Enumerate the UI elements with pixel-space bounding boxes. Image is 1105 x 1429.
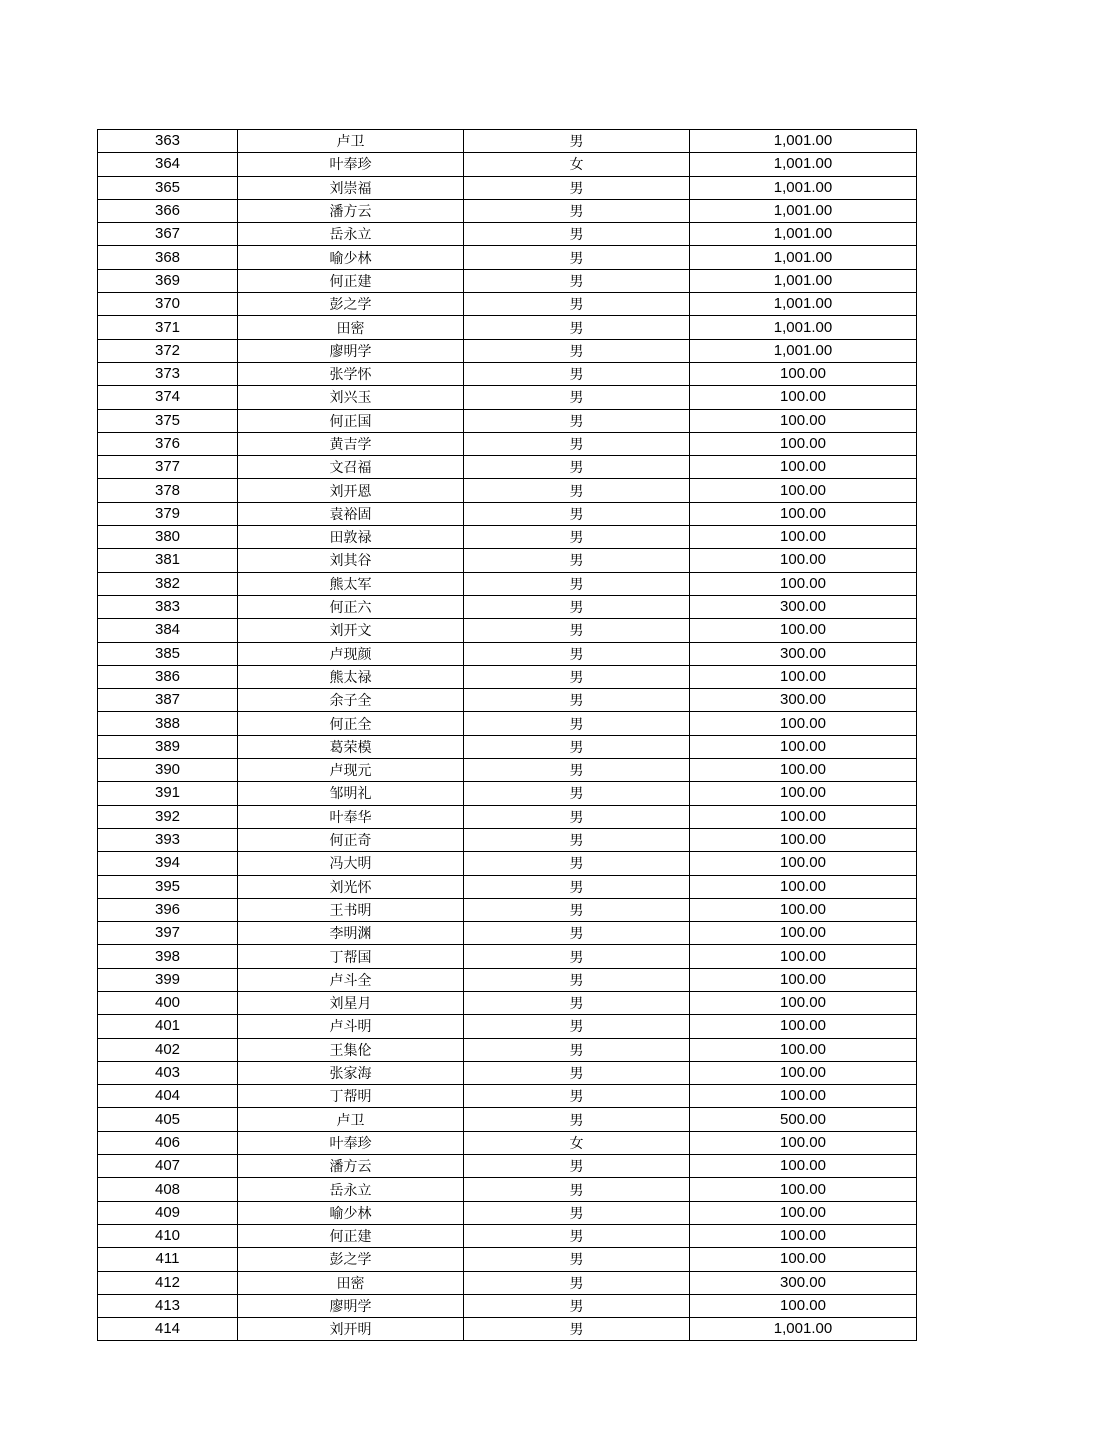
table-row bbox=[98, 898, 917, 921]
gender-cell: 男 bbox=[464, 526, 690, 549]
gender-cell: 男 bbox=[464, 456, 690, 479]
row-number-cell: 378 bbox=[98, 479, 238, 502]
gender-cell: 男 bbox=[464, 735, 690, 758]
name-cell: 田密 bbox=[238, 316, 464, 339]
row-number-cell: 391 bbox=[98, 782, 238, 805]
gender-cell: 男 bbox=[464, 502, 690, 525]
name-cell: 刘兴玉 bbox=[238, 386, 464, 409]
name-cell: 何正全 bbox=[238, 712, 464, 735]
gender-cell: 男 bbox=[464, 712, 690, 735]
row-number-cell: 372 bbox=[98, 339, 238, 362]
amount-cell: 100.00 bbox=[690, 432, 917, 455]
name-cell: 李明渊 bbox=[238, 922, 464, 945]
name-cell: 彭之学 bbox=[238, 1248, 464, 1271]
amount-cell: 100.00 bbox=[690, 1178, 917, 1201]
table-row bbox=[98, 1248, 917, 1271]
row-number-cell: 400 bbox=[98, 991, 238, 1014]
table-row bbox=[98, 712, 917, 735]
amount-cell: 100.00 bbox=[690, 712, 917, 735]
table-row bbox=[98, 1155, 917, 1178]
amount-cell: 100.00 bbox=[690, 1155, 917, 1178]
amount-cell: 100.00 bbox=[690, 526, 917, 549]
amount-cell: 100.00 bbox=[690, 991, 917, 1014]
gender-cell: 男 bbox=[464, 1061, 690, 1084]
amount-cell: 100.00 bbox=[690, 898, 917, 921]
table-row bbox=[98, 1085, 917, 1108]
row-number-cell: 393 bbox=[98, 828, 238, 851]
table-row bbox=[98, 409, 917, 432]
table-row bbox=[98, 246, 917, 269]
gender-cell: 男 bbox=[464, 409, 690, 432]
gender-cell: 女 bbox=[464, 153, 690, 176]
amount-cell: 100.00 bbox=[690, 1061, 917, 1084]
name-cell: 卢卫 bbox=[238, 130, 464, 153]
gender-cell: 男 bbox=[464, 1038, 690, 1061]
table-row bbox=[98, 549, 917, 572]
name-cell: 岳永立 bbox=[238, 1178, 464, 1201]
name-cell: 叶奉珍 bbox=[238, 1131, 464, 1154]
row-number-cell: 370 bbox=[98, 293, 238, 316]
table-row bbox=[98, 456, 917, 479]
row-number-cell: 396 bbox=[98, 898, 238, 921]
table-row bbox=[98, 1271, 917, 1294]
row-number-cell: 412 bbox=[98, 1271, 238, 1294]
row-number-cell: 397 bbox=[98, 922, 238, 945]
amount-cell: 1,001.00 bbox=[690, 223, 917, 246]
amount-cell: 1,001.00 bbox=[690, 269, 917, 292]
table-row bbox=[98, 223, 917, 246]
name-cell: 田敦禄 bbox=[238, 526, 464, 549]
table-row bbox=[98, 1038, 917, 1061]
gender-cell: 男 bbox=[464, 479, 690, 502]
table-row bbox=[98, 735, 917, 758]
amount-cell: 1,001.00 bbox=[690, 176, 917, 199]
amount-cell: 100.00 bbox=[690, 619, 917, 642]
amount-cell: 100.00 bbox=[690, 549, 917, 572]
gender-cell: 男 bbox=[464, 991, 690, 1014]
gender-cell: 男 bbox=[464, 572, 690, 595]
row-number-cell: 401 bbox=[98, 1015, 238, 1038]
name-cell: 袁裕固 bbox=[238, 502, 464, 525]
amount-cell: 100.00 bbox=[690, 782, 917, 805]
row-number-cell: 414 bbox=[98, 1318, 238, 1341]
table-row bbox=[98, 1061, 917, 1084]
row-number-cell: 374 bbox=[98, 386, 238, 409]
row-number-cell: 382 bbox=[98, 572, 238, 595]
gender-cell: 男 bbox=[464, 595, 690, 618]
name-cell: 岳永立 bbox=[238, 223, 464, 246]
gender-cell: 男 bbox=[464, 1155, 690, 1178]
amount-cell: 100.00 bbox=[690, 1131, 917, 1154]
gender-cell: 男 bbox=[464, 1318, 690, 1341]
name-cell: 黄吉学 bbox=[238, 432, 464, 455]
gender-cell: 男 bbox=[464, 1294, 690, 1317]
amount-cell: 1,001.00 bbox=[690, 130, 917, 153]
name-cell: 邹明礼 bbox=[238, 782, 464, 805]
name-cell: 廖明学 bbox=[238, 1294, 464, 1317]
name-cell: 何正建 bbox=[238, 269, 464, 292]
table-row bbox=[98, 852, 917, 875]
name-cell: 田密 bbox=[238, 1271, 464, 1294]
table-row bbox=[98, 1224, 917, 1247]
name-cell: 何正国 bbox=[238, 409, 464, 432]
gender-cell: 男 bbox=[464, 549, 690, 572]
row-number-cell: 383 bbox=[98, 595, 238, 618]
name-cell: 何正奇 bbox=[238, 828, 464, 851]
name-cell: 叶奉华 bbox=[238, 805, 464, 828]
amount-cell: 100.00 bbox=[690, 852, 917, 875]
name-cell: 王集伦 bbox=[238, 1038, 464, 1061]
row-number-cell: 389 bbox=[98, 735, 238, 758]
amount-cell: 300.00 bbox=[690, 689, 917, 712]
gender-cell: 男 bbox=[464, 759, 690, 782]
gender-cell: 男 bbox=[464, 362, 690, 385]
amount-cell: 100.00 bbox=[690, 665, 917, 688]
gender-cell: 男 bbox=[464, 176, 690, 199]
table-row bbox=[98, 619, 917, 642]
name-cell: 熊太禄 bbox=[238, 665, 464, 688]
name-cell: 卢斗全 bbox=[238, 968, 464, 991]
table-row bbox=[98, 479, 917, 502]
name-cell: 刘光怀 bbox=[238, 875, 464, 898]
amount-cell: 100.00 bbox=[690, 735, 917, 758]
amount-cell: 300.00 bbox=[690, 1271, 917, 1294]
gender-cell: 男 bbox=[464, 386, 690, 409]
row-number-cell: 404 bbox=[98, 1085, 238, 1108]
row-number-cell: 371 bbox=[98, 316, 238, 339]
table-row bbox=[98, 130, 917, 153]
gender-cell: 男 bbox=[464, 199, 690, 222]
name-cell: 卢斗明 bbox=[238, 1015, 464, 1038]
amount-cell: 100.00 bbox=[690, 1248, 917, 1271]
amount-cell: 100.00 bbox=[690, 759, 917, 782]
gender-cell: 男 bbox=[464, 1108, 690, 1131]
row-number-cell: 406 bbox=[98, 1131, 238, 1154]
gender-cell: 男 bbox=[464, 293, 690, 316]
name-cell: 喻少林 bbox=[238, 246, 464, 269]
row-number-cell: 368 bbox=[98, 246, 238, 269]
gender-cell: 男 bbox=[464, 130, 690, 153]
gender-cell: 男 bbox=[464, 968, 690, 991]
table-row bbox=[98, 1178, 917, 1201]
table-row bbox=[98, 642, 917, 665]
name-cell: 何正六 bbox=[238, 595, 464, 618]
name-cell: 卢卫 bbox=[238, 1108, 464, 1131]
row-number-cell: 377 bbox=[98, 456, 238, 479]
name-cell: 刘开恩 bbox=[238, 479, 464, 502]
gender-cell: 男 bbox=[464, 665, 690, 688]
amount-cell: 500.00 bbox=[690, 1108, 917, 1131]
table-row bbox=[98, 526, 917, 549]
table-row bbox=[98, 386, 917, 409]
name-cell: 丁帮国 bbox=[238, 945, 464, 968]
name-cell: 叶奉珍 bbox=[238, 153, 464, 176]
gender-cell: 男 bbox=[464, 875, 690, 898]
gender-cell: 男 bbox=[464, 828, 690, 851]
name-cell: 刘崇福 bbox=[238, 176, 464, 199]
table-row bbox=[98, 1318, 917, 1341]
name-cell: 潘方云 bbox=[238, 199, 464, 222]
table-row bbox=[98, 199, 917, 222]
row-number-cell: 407 bbox=[98, 1155, 238, 1178]
amount-cell: 100.00 bbox=[690, 456, 917, 479]
table-row bbox=[98, 991, 917, 1014]
table-row bbox=[98, 293, 917, 316]
gender-cell: 男 bbox=[464, 1085, 690, 1108]
row-number-cell: 367 bbox=[98, 223, 238, 246]
row-number-cell: 366 bbox=[98, 199, 238, 222]
gender-cell: 男 bbox=[464, 898, 690, 921]
row-number-cell: 364 bbox=[98, 153, 238, 176]
amount-cell: 300.00 bbox=[690, 595, 917, 618]
gender-cell: 男 bbox=[464, 619, 690, 642]
name-cell: 卢现元 bbox=[238, 759, 464, 782]
amount-cell: 100.00 bbox=[690, 875, 917, 898]
row-number-cell: 363 bbox=[98, 130, 238, 153]
table-row bbox=[98, 1201, 917, 1224]
name-cell: 王书明 bbox=[238, 898, 464, 921]
row-number-cell: 402 bbox=[98, 1038, 238, 1061]
gender-cell: 男 bbox=[464, 782, 690, 805]
table-row bbox=[98, 176, 917, 199]
data-table bbox=[97, 129, 917, 1341]
row-number-cell: 386 bbox=[98, 665, 238, 688]
name-cell: 何正建 bbox=[238, 1224, 464, 1247]
table-row bbox=[98, 968, 917, 991]
row-number-cell: 411 bbox=[98, 1248, 238, 1271]
gender-cell: 男 bbox=[464, 1201, 690, 1224]
amount-cell: 100.00 bbox=[690, 479, 917, 502]
name-cell: 丁帮明 bbox=[238, 1085, 464, 1108]
amount-cell: 100.00 bbox=[690, 1085, 917, 1108]
name-cell: 彭之学 bbox=[238, 293, 464, 316]
table-row bbox=[98, 689, 917, 712]
amount-cell: 1,001.00 bbox=[690, 1318, 917, 1341]
row-number-cell: 409 bbox=[98, 1201, 238, 1224]
table-body bbox=[98, 130, 917, 1341]
row-number-cell: 392 bbox=[98, 805, 238, 828]
row-number-cell: 373 bbox=[98, 362, 238, 385]
table-row bbox=[98, 339, 917, 362]
table-row bbox=[98, 1108, 917, 1131]
table-row bbox=[98, 1131, 917, 1154]
row-number-cell: 399 bbox=[98, 968, 238, 991]
row-number-cell: 408 bbox=[98, 1178, 238, 1201]
name-cell: 刘其谷 bbox=[238, 549, 464, 572]
table-row bbox=[98, 595, 917, 618]
row-number-cell: 380 bbox=[98, 526, 238, 549]
gender-cell: 男 bbox=[464, 339, 690, 362]
amount-cell: 100.00 bbox=[690, 362, 917, 385]
gender-cell: 男 bbox=[464, 1271, 690, 1294]
amount-cell: 100.00 bbox=[690, 828, 917, 851]
name-cell: 刘星月 bbox=[238, 991, 464, 1014]
table-row bbox=[98, 362, 917, 385]
row-number-cell: 403 bbox=[98, 1061, 238, 1084]
table-row bbox=[98, 759, 917, 782]
table-row bbox=[98, 316, 917, 339]
row-number-cell: 394 bbox=[98, 852, 238, 875]
gender-cell: 男 bbox=[464, 223, 690, 246]
row-number-cell: 413 bbox=[98, 1294, 238, 1317]
gender-cell: 男 bbox=[464, 1015, 690, 1038]
row-number-cell: 387 bbox=[98, 689, 238, 712]
row-number-cell: 398 bbox=[98, 945, 238, 968]
name-cell: 刘开文 bbox=[238, 619, 464, 642]
amount-cell: 1,001.00 bbox=[690, 246, 917, 269]
gender-cell: 男 bbox=[464, 922, 690, 945]
amount-cell: 100.00 bbox=[690, 409, 917, 432]
gender-cell: 男 bbox=[464, 269, 690, 292]
table-row bbox=[98, 269, 917, 292]
table-row bbox=[98, 153, 917, 176]
name-cell: 余子全 bbox=[238, 689, 464, 712]
name-cell: 张学怀 bbox=[238, 362, 464, 385]
gender-cell: 男 bbox=[464, 432, 690, 455]
table-row bbox=[98, 665, 917, 688]
name-cell: 葛荣模 bbox=[238, 735, 464, 758]
amount-cell: 1,001.00 bbox=[690, 153, 917, 176]
name-cell: 廖明学 bbox=[238, 339, 464, 362]
amount-cell: 100.00 bbox=[690, 502, 917, 525]
name-cell: 喻少林 bbox=[238, 1201, 464, 1224]
amount-cell: 100.00 bbox=[690, 968, 917, 991]
gender-cell: 男 bbox=[464, 246, 690, 269]
gender-cell: 男 bbox=[464, 1224, 690, 1247]
name-cell: 熊太军 bbox=[238, 572, 464, 595]
row-number-cell: 384 bbox=[98, 619, 238, 642]
row-number-cell: 375 bbox=[98, 409, 238, 432]
table-row bbox=[98, 1294, 917, 1317]
row-number-cell: 379 bbox=[98, 502, 238, 525]
gender-cell: 男 bbox=[464, 689, 690, 712]
row-number-cell: 405 bbox=[98, 1108, 238, 1131]
amount-cell: 100.00 bbox=[690, 805, 917, 828]
amount-cell: 100.00 bbox=[690, 386, 917, 409]
amount-cell: 100.00 bbox=[690, 945, 917, 968]
amount-cell: 100.00 bbox=[690, 1201, 917, 1224]
row-number-cell: 395 bbox=[98, 875, 238, 898]
amount-cell: 100.00 bbox=[690, 1224, 917, 1247]
gender-cell: 男 bbox=[464, 316, 690, 339]
gender-cell: 男 bbox=[464, 805, 690, 828]
name-cell: 冯大明 bbox=[238, 852, 464, 875]
amount-cell: 100.00 bbox=[690, 1294, 917, 1317]
amount-cell: 100.00 bbox=[690, 1015, 917, 1038]
amount-cell: 300.00 bbox=[690, 642, 917, 665]
amount-cell: 100.00 bbox=[690, 1038, 917, 1061]
row-number-cell: 365 bbox=[98, 176, 238, 199]
gender-cell: 男 bbox=[464, 642, 690, 665]
gender-cell: 女 bbox=[464, 1131, 690, 1154]
row-number-cell: 390 bbox=[98, 759, 238, 782]
amount-cell: 1,001.00 bbox=[690, 339, 917, 362]
table-row bbox=[98, 875, 917, 898]
table-row bbox=[98, 432, 917, 455]
name-cell: 刘开明 bbox=[238, 1318, 464, 1341]
table-row bbox=[98, 922, 917, 945]
table-row bbox=[98, 805, 917, 828]
row-number-cell: 369 bbox=[98, 269, 238, 292]
amount-cell: 1,001.00 bbox=[690, 293, 917, 316]
amount-cell: 100.00 bbox=[690, 922, 917, 945]
table-row bbox=[98, 502, 917, 525]
table-row bbox=[98, 572, 917, 595]
name-cell: 张家海 bbox=[238, 1061, 464, 1084]
table-row bbox=[98, 1015, 917, 1038]
gender-cell: 男 bbox=[464, 852, 690, 875]
name-cell: 卢现颜 bbox=[238, 642, 464, 665]
row-number-cell: 376 bbox=[98, 432, 238, 455]
table-row bbox=[98, 945, 917, 968]
gender-cell: 男 bbox=[464, 945, 690, 968]
row-number-cell: 410 bbox=[98, 1224, 238, 1247]
row-number-cell: 381 bbox=[98, 549, 238, 572]
table-row bbox=[98, 828, 917, 851]
amount-cell: 100.00 bbox=[690, 572, 917, 595]
table-row bbox=[98, 782, 917, 805]
name-cell: 潘方云 bbox=[238, 1155, 464, 1178]
amount-cell: 1,001.00 bbox=[690, 316, 917, 339]
row-number-cell: 385 bbox=[98, 642, 238, 665]
name-cell: 文召福 bbox=[238, 456, 464, 479]
gender-cell: 男 bbox=[464, 1248, 690, 1271]
row-number-cell: 388 bbox=[98, 712, 238, 735]
gender-cell: 男 bbox=[464, 1178, 690, 1201]
amount-cell: 1,001.00 bbox=[690, 199, 917, 222]
